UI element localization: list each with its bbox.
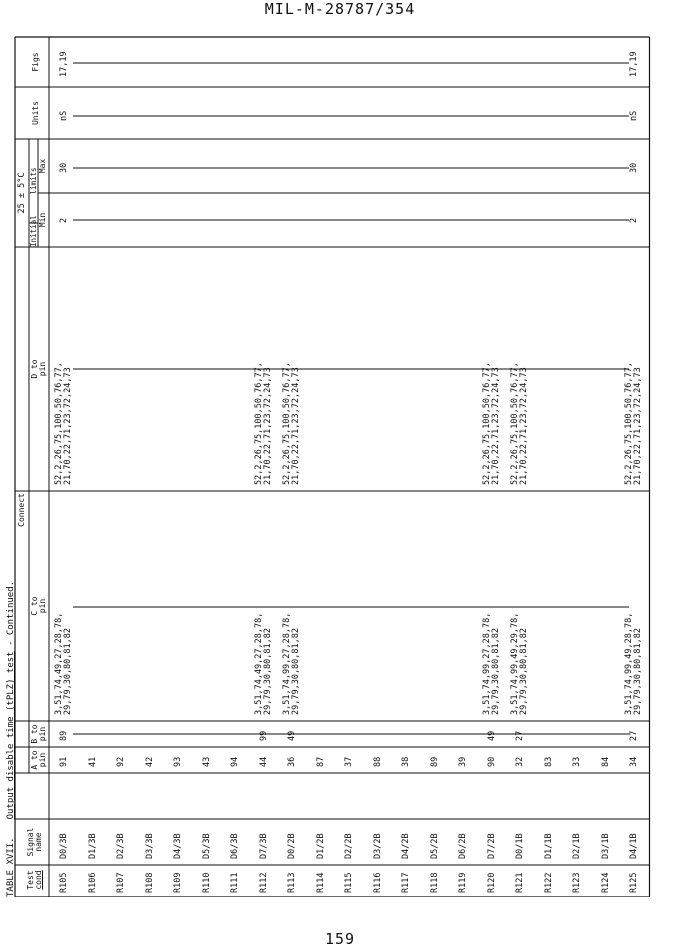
cell-test-cond: R121 xyxy=(515,872,525,893)
header-min: Min xyxy=(38,212,47,228)
cell-d-pin-line1: 52,2,26,75,100,50,76,77, xyxy=(481,362,492,485)
cell-signal-name: D4/3B xyxy=(173,833,183,859)
table-title-text: Output disable time (tPLZ) test xyxy=(6,651,16,820)
header-max: Max xyxy=(38,158,47,174)
cell-test-cond: R122 xyxy=(543,872,554,893)
cell-test-cond: R114 xyxy=(315,872,326,893)
header-a-line1: A to xyxy=(30,750,39,770)
header-d-line1: D to xyxy=(30,359,39,379)
cell-a-pin: 34 xyxy=(629,756,639,767)
cell-a-pin: 93 xyxy=(173,756,183,767)
cell-a-pin: 92 xyxy=(116,756,126,767)
header-connect: Connect xyxy=(17,493,26,527)
cell-signal-name: D0/1B xyxy=(515,833,525,859)
cell-test-cond: R109 xyxy=(173,872,183,893)
cell-a-pin: 32 xyxy=(515,756,525,767)
cell-a-pin: 94 xyxy=(230,756,240,767)
header-a-line2: pin xyxy=(38,752,47,768)
header-c-line1: C to xyxy=(30,596,39,616)
cell-d-pin-line2: 21,70,22,71,23,72,24,73 xyxy=(633,367,643,485)
cell-c-pin-line2: 29,79,30,80,81,82 xyxy=(291,628,301,715)
cell-c-pin-line2: 29,79,30,80,81,82 xyxy=(633,628,643,715)
cell-a-pin: 43 xyxy=(201,756,212,767)
cell-d-pin-line2: 21,70,22,71,23,72,24,73 xyxy=(490,367,501,485)
cell-d-pin-line1: 52,2,26,75,100,50,76,77, xyxy=(510,362,520,485)
cell-signal-name: D4/2B xyxy=(401,833,411,859)
cell-signal-name: D3/2B xyxy=(372,833,383,859)
cell-figs: 17,19 xyxy=(629,51,639,77)
cell-d-pin-line1: 52,2,26,75,100,50,76,77, xyxy=(282,362,292,485)
cell-signal-name: D2/1B xyxy=(572,833,582,859)
cell-c-pin-line1: 3,51,74,99,49,29,78, xyxy=(510,612,520,715)
cell-c-pin-line1: 3,51,74,49,27,28,78, xyxy=(253,612,264,715)
cell-d-pin-line1: 52,2,26,75,100,50,76,77, xyxy=(624,362,634,485)
cell-c-pin-line1: 3,51,74,49,27,28,78, xyxy=(54,612,64,715)
rotated-table xyxy=(5,5,673,897)
cell-c-pin-line2: 29,79,30,80,81,82 xyxy=(262,628,273,715)
cell-b-pin: 27 xyxy=(515,730,525,741)
header-signal-line1: Signal xyxy=(26,827,35,857)
cell-c-pin-line1: 3,51,74,99,49,28,78, xyxy=(624,612,634,715)
cell-units: nS xyxy=(59,110,69,121)
cell-signal-name: D0/3B xyxy=(59,833,69,859)
cell-b-pin: 49 xyxy=(486,730,497,741)
cell-a-pin: 83 xyxy=(543,756,554,767)
cell-test-cond: R108 xyxy=(144,872,155,893)
cell-signal-name: D6/3B xyxy=(230,833,240,859)
header-temperature: 25 ± 5°C xyxy=(17,172,27,214)
header-a-to-pin xyxy=(31,747,47,773)
cell-c-pin-line2: 29,79,30,80,81,82 xyxy=(63,628,73,715)
cell-test-cond: R120 xyxy=(486,872,497,893)
header-limits: limits xyxy=(29,167,38,195)
cell-signal-name: D1/1B xyxy=(543,833,554,859)
cell-signal-name: D3/3B xyxy=(144,833,155,859)
cell-a-pin: 42 xyxy=(144,756,155,767)
cell-a-pin: 33 xyxy=(572,756,582,767)
document-id: MIL-M-28787/354 xyxy=(264,0,416,18)
cell-d-pin-line2: 21,70,22,71,23,72,24,73 xyxy=(63,367,73,485)
cell-test-cond: R118 xyxy=(429,872,440,893)
cell-signal-name: D1/3B xyxy=(87,833,98,859)
cell-test-cond: R107 xyxy=(116,872,126,893)
cell-units: nS xyxy=(629,110,639,121)
cell-d-pin-line1: 52,2,26,75,100,50,76,77, xyxy=(54,362,64,485)
cell-signal-name: D5/2B xyxy=(429,833,440,859)
cell-d-pin-line2: 21,70,22,71,23,72,24,73 xyxy=(291,367,301,485)
cell-test-cond: R116 xyxy=(372,872,383,893)
cell-c-pin-line1: 3,51,74,99,27,28,78, xyxy=(282,612,292,715)
header-figs: Figs xyxy=(31,52,40,72)
header-initial: Initial xyxy=(29,215,38,247)
cell-test-cond: R117 xyxy=(401,872,411,893)
cell-figs: 17,19 xyxy=(59,51,69,77)
header-c-to-pin xyxy=(31,491,47,721)
cell-signal-name: D1/2B xyxy=(315,833,326,859)
cell-signal-name: D5/3B xyxy=(201,833,212,859)
cell-test-cond: R125 xyxy=(629,872,639,893)
cell-test-cond: R106 xyxy=(87,872,98,893)
cell-a-pin: 90 xyxy=(486,756,497,767)
header-b-to-pin xyxy=(31,721,47,747)
header-signal-name xyxy=(27,821,43,863)
header-test-cond xyxy=(27,865,43,895)
cell-a-pin: 37 xyxy=(344,756,354,767)
cell-test-cond: R124 xyxy=(600,872,611,893)
header-signal-line2: name xyxy=(34,832,43,852)
cell-a-pin: 84 xyxy=(600,756,611,767)
cell-min: 2 xyxy=(629,217,639,223)
cell-a-pin: 41 xyxy=(87,756,98,767)
cell-min: 2 xyxy=(59,217,69,223)
cell-b-pin: 99 xyxy=(258,730,269,741)
page-number: 159 xyxy=(324,930,356,948)
cell-signal-name: D6/2B xyxy=(458,833,468,859)
cell-signal-name: D0/2B xyxy=(287,833,297,859)
cell-signal-name: D7/3B xyxy=(258,833,269,859)
header-d-line2: pin xyxy=(38,361,47,377)
cell-b-pin: 27 xyxy=(629,730,639,741)
cell-signal-name: D2/3B xyxy=(116,833,126,859)
cell-d-pin-line2: 21,70,22,71,23,72,24,73 xyxy=(519,367,529,485)
cell-test-cond: R113 xyxy=(287,872,297,893)
cell-test-cond: R112 xyxy=(258,872,269,893)
cell-test-cond: R110 xyxy=(201,872,212,893)
header-test-cond-line2: cond xyxy=(34,870,43,890)
cell-c-pin-line2: 29,79,30,80,81,82 xyxy=(490,628,501,715)
cell-c-pin-line2: 29,79,30,80,81,82 xyxy=(519,628,529,715)
cell-signal-name: D3/1B xyxy=(600,833,611,859)
table-continued: - Continued. xyxy=(6,580,16,652)
cell-max: 30 xyxy=(629,162,639,173)
header-units: Units xyxy=(31,100,40,126)
cell-a-pin: 36 xyxy=(287,756,297,767)
cell-signal-name: D7/2B xyxy=(486,833,497,859)
header-d-to-pin xyxy=(31,247,47,491)
cell-a-pin: 44 xyxy=(258,756,269,767)
cell-c-pin-line1: 3,51,74,99,27,28,78, xyxy=(481,612,492,715)
cell-a-pin: 89 xyxy=(429,756,440,767)
cell-test-cond: R119 xyxy=(458,872,468,893)
cell-a-pin: 87 xyxy=(315,756,326,767)
cell-b-pin: 49 xyxy=(287,730,297,741)
header-test-cond-line1: Test xyxy=(26,870,35,890)
cell-signal-name: D2/2B xyxy=(344,833,354,859)
cell-a-pin: 91 xyxy=(59,756,69,767)
cell-test-cond: R123 xyxy=(572,872,582,893)
header-b-line1: B to xyxy=(30,724,39,744)
cell-a-pin: 38 xyxy=(401,756,411,767)
cell-a-pin: 88 xyxy=(372,756,383,767)
cell-max: 30 xyxy=(59,162,69,173)
cell-a-pin: 39 xyxy=(458,756,468,767)
table-label: TABLE XVII. xyxy=(6,837,16,897)
cell-test-cond: R115 xyxy=(344,872,354,893)
cell-signal-name: D4/1B xyxy=(629,833,639,859)
header-b-line2: pin xyxy=(38,726,47,742)
header-c-line2: pin xyxy=(38,598,47,614)
cell-b-pin: 89 xyxy=(59,730,69,741)
cell-d-pin-line1: 52,2,26,75,100,50,76,77, xyxy=(253,362,264,485)
cell-test-cond: R105 xyxy=(59,872,69,893)
cell-test-cond: R111 xyxy=(230,872,240,893)
cell-d-pin-line2: 21,70,22,71,23,72,24,73 xyxy=(262,367,273,485)
